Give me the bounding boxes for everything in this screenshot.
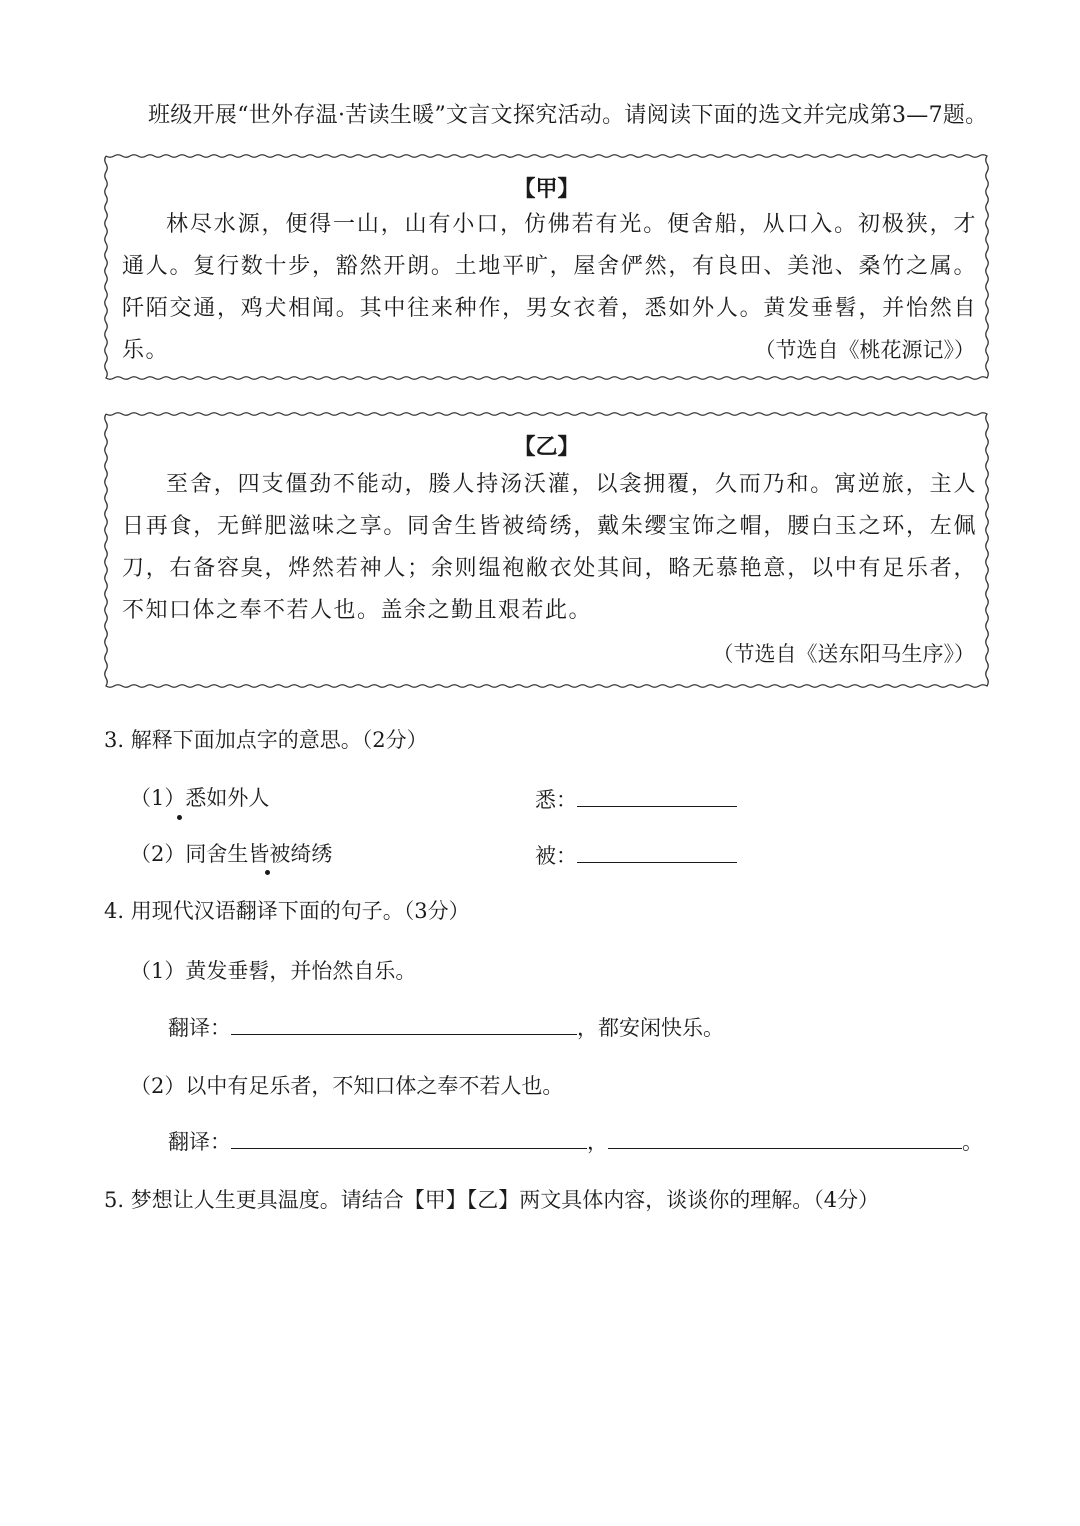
q3-title: 3. 解释下面加点字的意思。（2分） bbox=[104, 728, 428, 752]
translate-suffix: 。 bbox=[962, 1130, 983, 1154]
passage-b-box bbox=[102, 410, 991, 690]
passage-b-title: 【乙】 bbox=[513, 435, 580, 460]
translate-comma: ， bbox=[587, 1130, 608, 1154]
answer-blank[interactable] bbox=[577, 844, 737, 863]
passage-b-body: 至舍，四支僵劲不能动，媵人持汤沃灌，以衾拥覆，久而乃和。寓逆旅，主人日再食，无鲜肥滋味之享。同舍生皆被绮绣，戴朱缨宝饰之帽，腰白玉之环，左佩刀，右备容臭，烨然若神人；余则缊袍敝衣处其间，略无慕艳意，以中有足乐者，不知口体之奉不若人也。盖余之勤且艰若此。 bbox=[122, 472, 977, 623]
q4-item2-label: （2）以中有足乐者，不知口体之奉不若人也。 bbox=[130, 1074, 564, 1098]
translate-prefix: 翻译： bbox=[168, 1130, 231, 1154]
q3-item2-answer bbox=[535, 840, 737, 870]
emphasis-dot bbox=[265, 870, 270, 875]
q4-item2-answer-line bbox=[168, 1126, 983, 1156]
passage-a-source: （节选自《桃花源记》） bbox=[754, 338, 975, 362]
answer-blank[interactable] bbox=[577, 788, 737, 807]
q3-item1-answer bbox=[535, 784, 737, 814]
answer-blank[interactable] bbox=[608, 1130, 962, 1149]
q4-item1-label: （1）黄发垂髫，并怡然自乐。 bbox=[130, 959, 417, 983]
passage-a-body: 林尽水源，便得一山，山有小口，仿佛若有光。便舍船，从口入。初极狭，才通人。复行数十步，豁然开朗。土地平旷，屋舍俨然，有良田、美池、桑竹之属。阡陌交通，鸡犬相闻。其中往来种作，男女衣着，悉如外人。黄发垂髫，并怡然自乐。 bbox=[122, 212, 977, 363]
q5-title: 5. 梦想让人生更具温度。请结合【甲】【乙】两文具体内容，谈谈你的理解。（4分） bbox=[104, 1188, 880, 1212]
intro-text: 班级开展“世外存温·苦读生暖”文言文探究活动。请阅读下面的选文并完成第3—7题。 bbox=[148, 103, 988, 128]
emphasis-dot bbox=[177, 815, 182, 820]
translate-prefix: 翻译： bbox=[168, 1016, 231, 1040]
q3-item2-label: （2）同舍生皆被绮绣 bbox=[130, 842, 333, 866]
answer-blank[interactable] bbox=[231, 1016, 577, 1035]
passage-a-title: 【甲】 bbox=[513, 177, 580, 202]
q4-title: 4. 用现代汉语翻译下面的句子。（3分） bbox=[104, 899, 470, 923]
q3-item1-label: （1）悉如外人 bbox=[130, 786, 270, 810]
translate-suffix: ，都安闲快乐。 bbox=[577, 1016, 724, 1040]
q3-item2-key: 被： bbox=[535, 844, 577, 868]
q4-item1-answer-line bbox=[168, 1012, 724, 1042]
passage-a-box bbox=[102, 152, 991, 382]
q3-item1-key: 悉： bbox=[535, 788, 577, 812]
answer-blank[interactable] bbox=[231, 1130, 587, 1149]
passage-b-source: （节选自《送东阳马生序》） bbox=[712, 642, 975, 666]
